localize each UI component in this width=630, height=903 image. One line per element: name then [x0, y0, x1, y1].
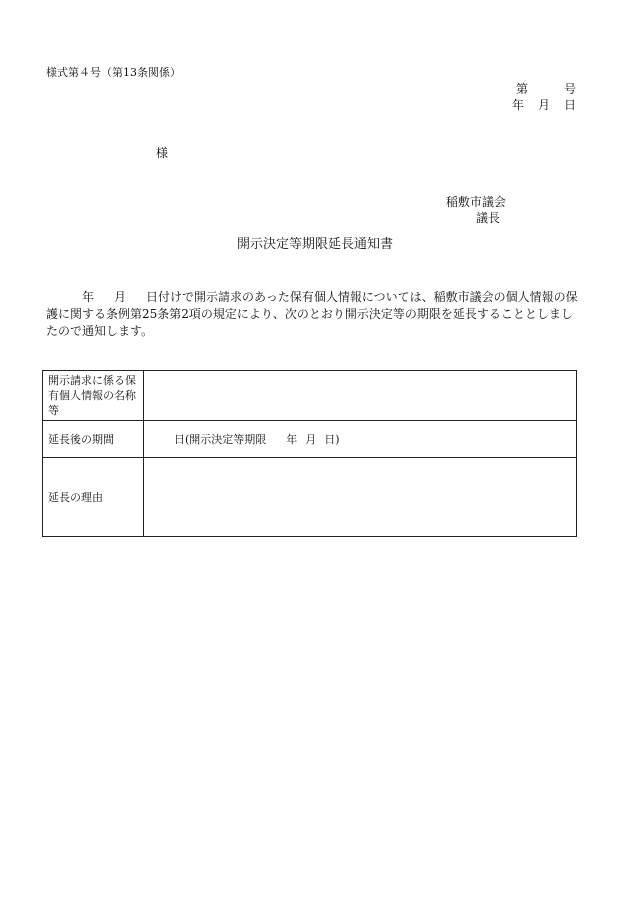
sender-title: 議長	[476, 211, 501, 225]
period-close: 日)	[324, 433, 340, 446]
period-month: 月	[305, 433, 317, 446]
extension-details-table	[42, 370, 577, 537]
table-row	[43, 421, 577, 458]
extended-period-label: 延長後の期間	[43, 421, 144, 458]
doc-no-suffix: 号	[563, 82, 576, 96]
document-number-line	[516, 80, 576, 97]
date-day: 日	[563, 98, 576, 112]
issue-date-line	[512, 96, 576, 113]
table-row	[43, 371, 577, 421]
table-row	[43, 458, 577, 537]
date-year: 年	[511, 98, 524, 112]
sender-organization: 稲敷市議会	[446, 195, 507, 209]
doc-no-prefix: 第	[515, 82, 528, 96]
info-name-value[interactable]	[144, 371, 577, 421]
extended-period-value[interactable]	[144, 421, 577, 458]
period-year: 年	[286, 433, 298, 446]
info-name-label: 開示請求に係る保有個人情報の名称等	[43, 371, 144, 421]
body-year: 年	[82, 290, 95, 304]
body-text: 日付けで開示請求のあった保有個人情報については、稲敷市議会の個人情報の保護に関する条例第25条第2項の規定により、次のとおり開示決定等の期限を延長することとしましたので通知します。	[46, 290, 578, 338]
date-month: 月	[537, 98, 550, 112]
addressee-honorific: 様	[156, 146, 169, 160]
reason-label: 延長の理由	[43, 458, 144, 537]
body-month: 月	[114, 290, 127, 304]
document-title: 開示決定等期限延長通知書	[236, 237, 393, 252]
period-day-text: 日(開示決定等期限	[174, 433, 267, 446]
reason-value[interactable]	[144, 458, 577, 537]
notice-body	[46, 289, 584, 340]
form-number: 様式第４号（第13条関係）	[46, 66, 181, 79]
